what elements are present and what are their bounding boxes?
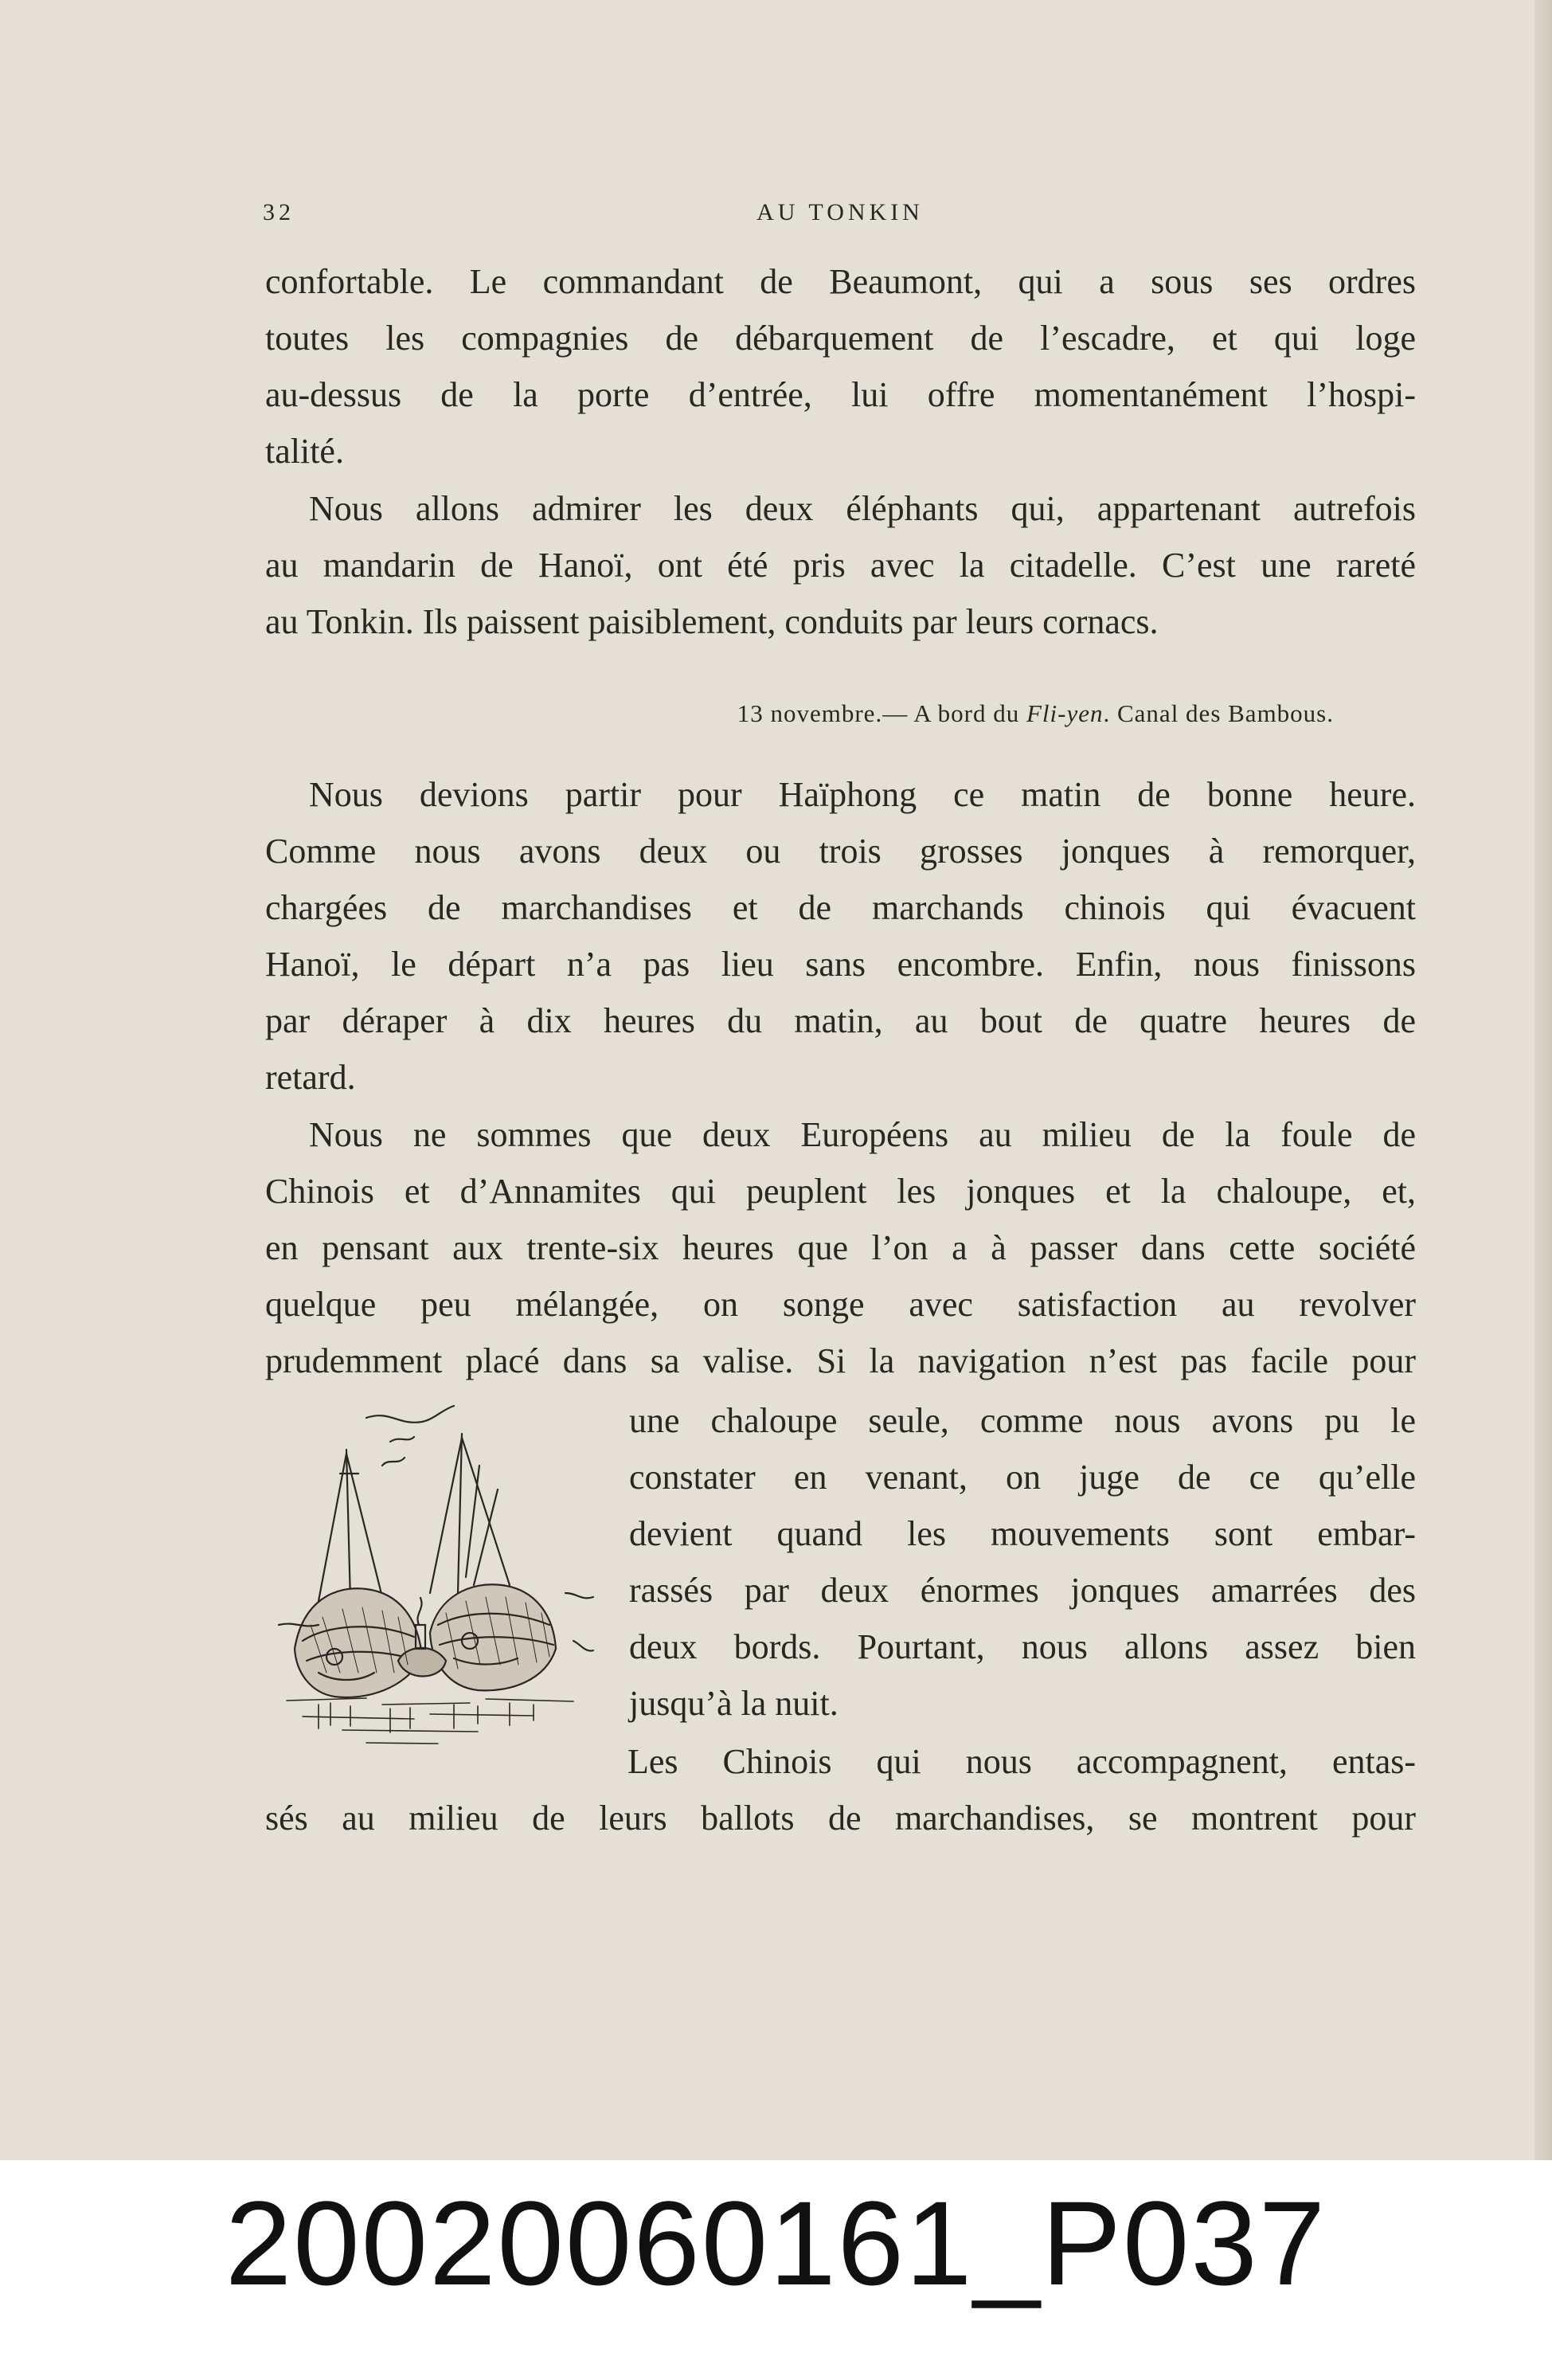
text-line: prudemment placé dans sa valise. Si la navigation n’est pas facile pour bbox=[265, 1341, 1416, 1380]
page-number: 32 bbox=[263, 199, 295, 225]
paragraph-3 bbox=[265, 766, 1416, 1106]
text-line: devient quand les mouvements sont embar- bbox=[629, 1514, 1416, 1553]
text-line: Nous ne sommes que deux Européens au milieu de la foule de bbox=[309, 1115, 1416, 1154]
text-line: toutes les compagnies de débarquement de l’escadre, et qui loge bbox=[265, 319, 1416, 358]
text-line: Hanoï, le départ n’a pas lieu sans encombre. Enfin, nous finissons bbox=[265, 945, 1416, 984]
page-header bbox=[263, 199, 1417, 239]
junks-engraving-illustration bbox=[271, 1386, 613, 1768]
text-line: Nous allons admirer les deux éléphants qui, appartenant autrefois bbox=[309, 489, 1416, 528]
text-line: au Tonkin. Ils paissent paisiblement, conduits par leurs cornacs. bbox=[265, 602, 1159, 641]
text-line: retard. bbox=[265, 1058, 356, 1097]
text-line: Les Chinois qui nous accompagnent, entas- bbox=[627, 1742, 1416, 1781]
archive-id-label: 20020060161_P037 bbox=[225, 2176, 1327, 2310]
text-line: Comme nous avons deux ou trois grosses jonques à remorquer, bbox=[265, 832, 1416, 871]
dateline bbox=[637, 699, 1334, 728]
text-line: au mandarin de Hanoï, ont été pris avec la citadelle. C’est une rareté bbox=[265, 546, 1416, 585]
text-line: en pensant aux trente-six heures que l’on a à passer dans cette société bbox=[265, 1228, 1416, 1267]
text-line: Chinois et d’Annamites qui peuplent les jonques et la chaloupe, et, bbox=[265, 1172, 1416, 1211]
text-line: jusqu’à la nuit. bbox=[629, 1684, 839, 1723]
text-line: confortable. Le commandant de Beaumont, qui a sous ses ordres bbox=[265, 262, 1416, 301]
text-line: constater en venant, on juge de ce qu’elle bbox=[629, 1458, 1416, 1497]
text-line: rassés par deux énormes jonques amarrées des bbox=[629, 1571, 1416, 1610]
running-title: AU TONKIN bbox=[756, 199, 924, 225]
text-line: au-dessus de la porte d’entrée, lui offre momentanément l’hospi- bbox=[265, 375, 1416, 414]
text-line: une chaloupe seule, comme nous avons pu le bbox=[629, 1401, 1416, 1440]
text-line: deux bords. Pourtant, nous allons assez bien bbox=[629, 1627, 1416, 1666]
dateline-date: 13 novembre.— A bord du bbox=[737, 699, 1026, 727]
text-line: sés au milieu de leurs ballots de marchandises, se montrent pour bbox=[265, 1799, 1416, 1838]
page-edge-shadow bbox=[1534, 0, 1552, 2160]
paragraph-4-continued bbox=[629, 1392, 1416, 1732]
text-line: chargées de marchandises et de marchands chinois qui évacuent bbox=[265, 888, 1416, 927]
paragraph-1 bbox=[265, 253, 1416, 480]
paragraph-4 bbox=[265, 1106, 1416, 1389]
text-line: quelque peu mélangée, on songe avec satisfaction au revolver bbox=[265, 1285, 1416, 1324]
text-line: Nous devions partir pour Haïphong ce matin de bonne heure. bbox=[309, 775, 1416, 814]
dateline-vessel: Fli-yen bbox=[1026, 699, 1104, 727]
paragraph-2 bbox=[265, 480, 1416, 650]
dateline-place: . Canal des Bambous. bbox=[1103, 699, 1334, 727]
text-line: par déraper à dix heures du matin, au bout de quatre heures de bbox=[265, 1001, 1416, 1040]
text-line: talité. bbox=[265, 432, 344, 471]
